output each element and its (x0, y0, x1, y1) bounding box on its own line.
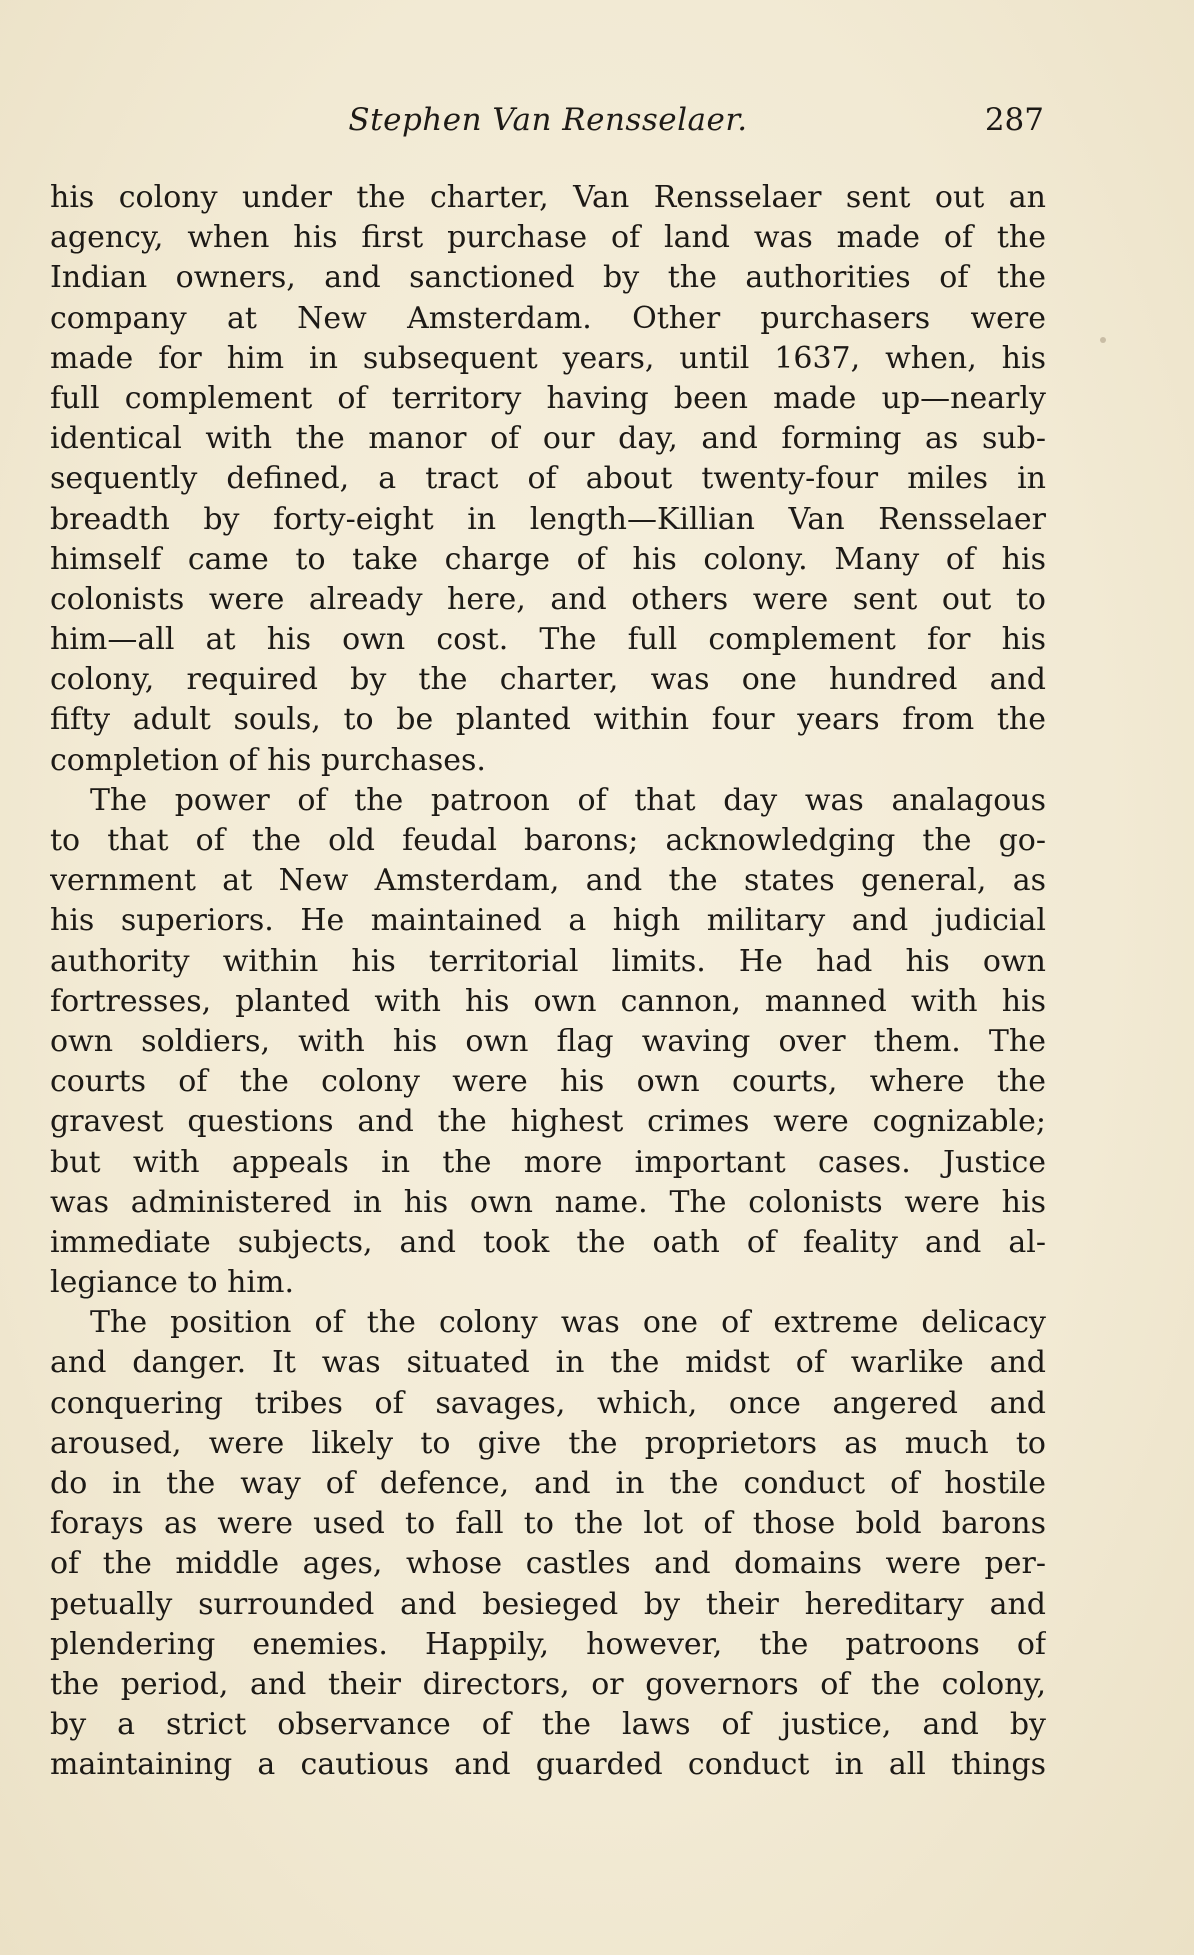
text-line: fifty adult souls, to be planted within four years from the (50, 702, 1046, 738)
text-line: but with appeals in the more important cases. Justice (50, 1144, 1046, 1180)
text-line: identical with the manor of our day, and forming as sub- (50, 421, 1046, 457)
text-line: forays as were used to fall to the lot of those bold barons (50, 1506, 1046, 1542)
text-line: authority within his territorial limits. He had his own (50, 943, 1046, 979)
text-line: conquering tribes of savages, which, once angered and (50, 1385, 1046, 1421)
body-text (50, 178, 1046, 1786)
text-line: his colony under the charter, Van Rensselaer sent out an (50, 180, 1046, 215)
text-line: fortresses, planted with his own cannon, manned with his (50, 983, 1046, 1019)
text-line: of the middle ages, whose castles and domains were per- (50, 1546, 1046, 1582)
text-line: own soldiers, with his own flag waving over them. The (50, 1023, 1046, 1059)
text-line: do in the way of defence, and in the conduct of hostile (50, 1466, 1046, 1501)
text-line: Indian owners, and sanctioned by the authorities of the (50, 260, 1046, 296)
text-line: vernment at New Amsterdam, and the states general, as (50, 863, 1046, 899)
text-line: by a strict observance of the laws of justice, and by (50, 1707, 1046, 1743)
text-line: the period, and their directors, or governors of the colony, (50, 1666, 1046, 1702)
text-line: completion of his purchases. (50, 742, 486, 778)
text-line: was administered in his own name. The colonists were his (50, 1184, 1046, 1220)
text-line: petually surrounded and besieged by their hereditary and (50, 1586, 1046, 1622)
text-line: maintaining a cautious and guarded conduct in all things (50, 1747, 1046, 1783)
text-line: plendering enemies. Happily, however, the patroons of (50, 1626, 1046, 1662)
text-line: immediate subjects, and took the oath of feality and al- (50, 1224, 1046, 1260)
text-line: colonists were already here, and others were sent out to (50, 581, 1046, 617)
text-line: sequently defined, a tract of about twenty-four miles in (50, 461, 1046, 497)
paper-speck (1100, 337, 1106, 343)
running-head (52, 98, 1044, 144)
text-line: aroused, were likely to give the proprietors as much to (50, 1425, 1046, 1461)
text-line: The power of the patroon of that day was analagous (90, 782, 1046, 818)
text-line: gravest questions and the highest crimes were cognizable; (50, 1104, 1046, 1140)
text-line: colony, required by the charter, was one hundred and (50, 662, 1046, 698)
text-line: full complement of territory having been made up—nearly (50, 380, 1046, 416)
text-line: breadth by forty-eight in length—Killian Van Rensselaer (50, 501, 1046, 537)
text-line: company at New Amsterdam. Other purchasers were (50, 300, 1046, 336)
text-line: The position of the colony was one of extreme delicacy (90, 1305, 1046, 1341)
text-line: and danger. It was situated in the midst of warlike and (50, 1345, 1046, 1381)
text-line: agency, when his first purchase of land was made of the (50, 220, 1046, 256)
text-line: courts of the colony were his own courts, where the (50, 1064, 1046, 1100)
text-line: him—all at his own cost. The full complement for his (50, 622, 1046, 658)
text-line: made for him in subsequent years, until 1637, when, his (50, 340, 1046, 376)
running-title: Stephen Van Rensselaer. (348, 102, 748, 138)
text-line: his superiors. He maintained a high military and judicial (50, 903, 1046, 939)
text-line: legiance to him. (50, 1265, 294, 1301)
text-line: to that of the old feudal barons; acknowledging the go- (50, 823, 1046, 858)
text-line: himself came to take charge of his colony. Many of his (50, 541, 1046, 577)
page-number: 287 (984, 102, 1044, 138)
